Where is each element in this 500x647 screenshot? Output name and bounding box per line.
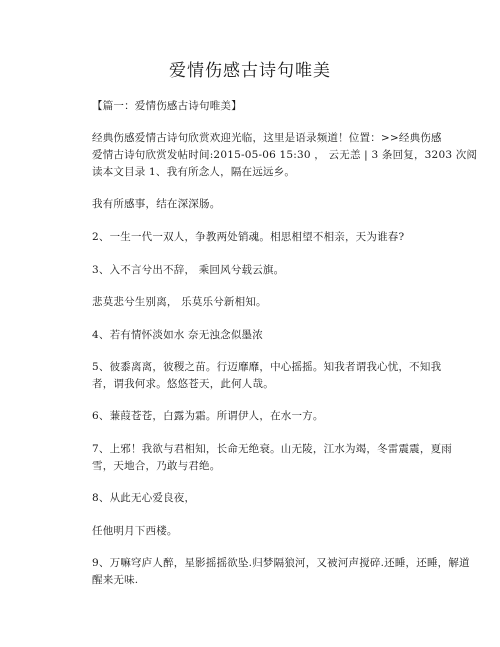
paragraph-line: 醒来无味.	[92, 574, 139, 586]
paragraph-line: 5、彼黍离离，彼稷之苗。行迈靡靡，中心摇摇。知我者谓我心忧，不知我	[92, 361, 442, 373]
paragraph-line: 者，谓我何求。悠悠苍天，此何人哉。	[92, 378, 274, 390]
paragraph-line: 6、蒹葭苍苍，白露为霜。所谓伊人，在水一方。	[92, 410, 324, 422]
paragraph-line: 雪，天地合，乃敢与君绝。	[92, 460, 221, 472]
intro-line: 经典伤感爱情古诗句欣赏欢迎光临，这里是语录频道！位置：>>经典伤感	[92, 132, 442, 144]
paragraph-line: 7、上邪！我欲与君相知，长命无绝衰。山无陵，江水为竭，冬雷震震，夏雨	[92, 443, 452, 455]
paragraph-line: 9、万嘛穹庐人醉，星影摇摇欲坠.归梦隔狼河，又被河声搅碎.还睡，还睡，解道	[92, 557, 470, 569]
paragraph-line: 8、从此无心爱良夜，	[92, 492, 196, 504]
document-title: 爱情伤感古诗句唯美	[169, 61, 331, 81]
paragraph-line: 4、若有情怀淡如水 奈无浊念似墨浓	[92, 329, 263, 341]
paragraph-line: 任他明月下西楼。	[92, 525, 178, 537]
paragraph-line: 悲莫悲兮生别离， 乐莫乐兮新相知。	[92, 296, 267, 308]
paragraph-line: 我有所感事，结在深深肠。	[92, 198, 221, 210]
paragraph-line: 2、一生一代一双人，争教两处销魂。相思相望不相亲，天为谁春?	[92, 231, 405, 243]
intro-line: 爱情古诗句欣赏发帖时间:2015-05-06 15:30 ， 云无恙 | 3 条回复，3203 次阅	[92, 149, 478, 161]
section-heading: 【篇一：爱情伤感古诗句唯美】	[92, 100, 242, 112]
intro-line: 读本文目录 1、我有所念人，隔在远远乡。	[92, 166, 296, 178]
paragraph-line: 3、入不言兮出不辞， 乘回风兮载云旗。	[92, 264, 285, 276]
